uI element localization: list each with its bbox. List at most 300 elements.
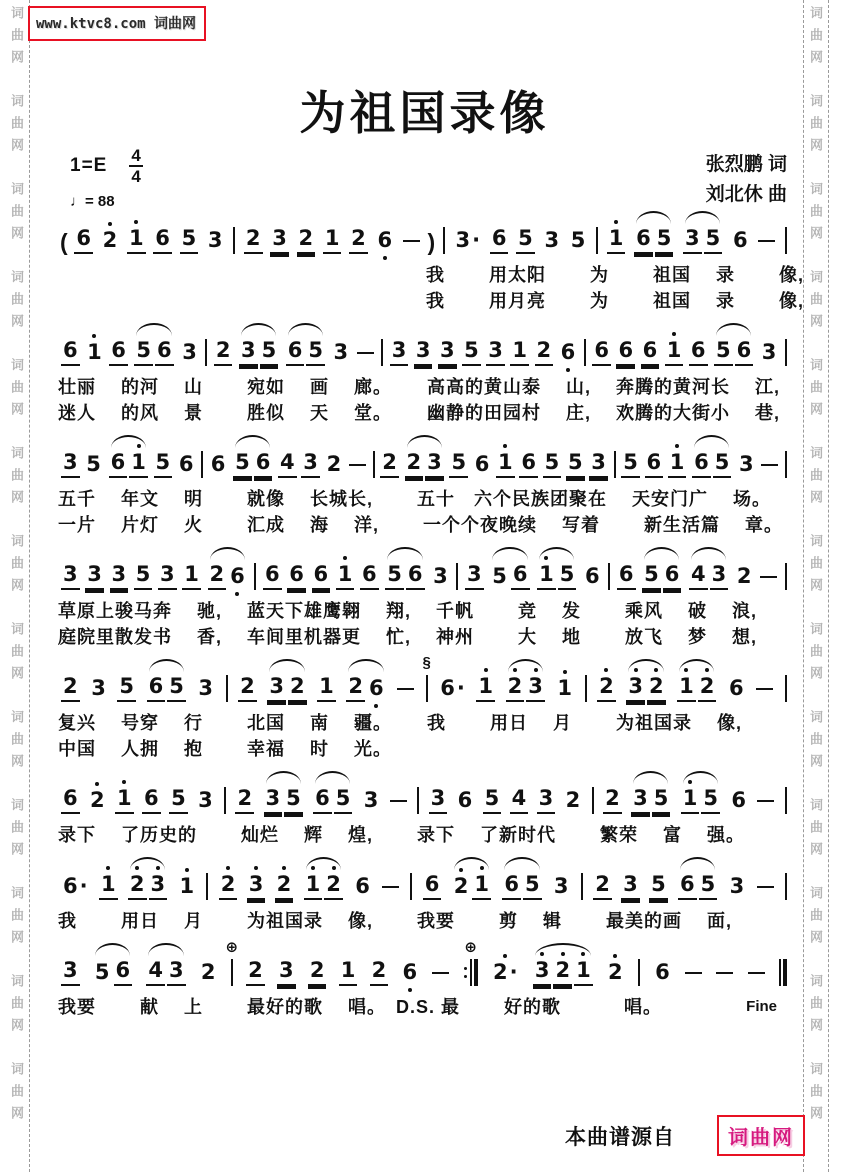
dot [540, 952, 544, 956]
note-digit-row [325, 452, 344, 478]
octave-dot-above [688, 778, 692, 786]
notes-row [58, 440, 791, 486]
note-digit-row [277, 958, 296, 986]
note [647, 666, 666, 710]
augmentation-dot: · [509, 959, 518, 984]
note-digit-row [603, 786, 622, 814]
octave-dot-above [503, 952, 507, 960]
note [564, 780, 583, 822]
note-digit: 5 [135, 561, 151, 586]
note [109, 330, 128, 374]
note [346, 666, 365, 710]
note-digit-row [490, 226, 509, 254]
note-digit-row [555, 676, 574, 702]
note-digit-row [324, 872, 343, 900]
site-watermark-text: www.ktvc8.com 词曲网 [36, 16, 197, 32]
note [61, 442, 80, 486]
dot [383, 256, 387, 260]
duration-dash [716, 972, 733, 974]
dot [282, 866, 286, 870]
note-digit: 3 [433, 563, 448, 588]
note-digit-row [589, 450, 608, 478]
note-digit: 4 [280, 449, 295, 474]
dot [185, 868, 189, 872]
dot [705, 668, 709, 672]
note-digit: 6 [355, 873, 370, 898]
repeat-glyph [464, 959, 478, 986]
note-digit-row [621, 450, 640, 478]
barline-glyph [785, 563, 787, 590]
note [649, 864, 668, 908]
dot [311, 866, 315, 870]
slur-group [262, 778, 305, 822]
note [153, 218, 172, 262]
key-signature-row [70, 147, 791, 191]
note [621, 442, 640, 486]
notes-row [58, 938, 791, 994]
note-digit: 3 [538, 785, 554, 810]
note [683, 218, 702, 262]
note-digit: 3 [467, 561, 482, 586]
note [61, 778, 80, 822]
slur-group [687, 554, 730, 598]
barline [592, 787, 594, 814]
note-digit-row [510, 786, 529, 814]
note [689, 554, 708, 598]
note-digit: 6 [111, 337, 126, 362]
note [149, 864, 168, 908]
note-digit: 6 [732, 227, 748, 252]
note [735, 556, 754, 598]
note-digit: 3 [761, 339, 777, 364]
note-digit-row [375, 228, 394, 254]
note [593, 864, 612, 908]
note-digit: 1 [512, 337, 528, 362]
note [452, 866, 471, 908]
note [313, 778, 332, 822]
lyric-line-1: 录下 了历史的 灿烂 辉 煌, 录下 了新时代 繁荣 富 强。 [58, 824, 746, 845]
barline [785, 787, 787, 814]
note-digit: 6 [680, 871, 695, 896]
note [88, 780, 107, 822]
note-digit-row [206, 228, 225, 254]
note-digit: 3 [729, 873, 745, 898]
note-digit-row [526, 674, 545, 702]
note-digit-row [270, 226, 289, 254]
note-digit: 5 [155, 449, 171, 474]
slur-group [231, 442, 274, 486]
octave-dot-above [282, 864, 286, 872]
note-digit: 2 [289, 673, 305, 698]
note-digit-row [244, 226, 263, 254]
note-digit-row [288, 674, 307, 702]
note-digit-row [74, 226, 93, 254]
octave-dot-above [122, 778, 126, 786]
note-digit-row [454, 228, 483, 254]
sheet-page [58, 0, 805, 1020]
slur-group [237, 330, 280, 374]
note-digit: 6 [265, 561, 280, 586]
note-digit: 5 [653, 785, 669, 810]
note [476, 666, 495, 710]
note-digit: 6 [230, 563, 245, 588]
note-digit-row [167, 958, 186, 986]
note [208, 554, 227, 598]
duration-dash [390, 800, 407, 802]
note-digit-row [429, 786, 448, 814]
barline-glyph [581, 873, 583, 900]
note-digit: 6 [315, 785, 330, 810]
octave-dot-above [604, 666, 608, 674]
note-digit-row [621, 872, 640, 900]
note-digit-row [199, 960, 218, 986]
note-digit-row [385, 562, 404, 590]
note [275, 864, 294, 908]
note-digit: 2 [607, 959, 623, 984]
octave-dot-above [513, 666, 517, 674]
note [196, 780, 215, 822]
final-barline [779, 959, 787, 986]
barline [226, 675, 228, 702]
note-digit: 4 [148, 957, 164, 982]
note-digit-row [308, 958, 327, 986]
barline-glyph [638, 959, 640, 986]
note [566, 442, 585, 486]
note [99, 864, 118, 908]
note-digit: 3 [553, 873, 569, 898]
note [543, 442, 562, 486]
note-digit-row [180, 340, 199, 366]
note [142, 778, 161, 822]
octave-dot-below [235, 590, 239, 598]
note-digit: 3 [685, 225, 700, 250]
note-digit-row [523, 872, 542, 900]
note-digit: 5 [700, 871, 716, 896]
note-digit: 6 [63, 337, 78, 362]
note-digit-row [737, 452, 756, 478]
note-digit: 3 [628, 673, 643, 698]
note-digit: 3 [633, 785, 648, 810]
note [727, 668, 746, 710]
note-digit-row [84, 452, 103, 478]
note-digit: 5 [181, 225, 197, 250]
note [574, 950, 593, 994]
note [286, 330, 305, 374]
note-digit-row [85, 340, 104, 366]
note [653, 952, 672, 994]
lyric-line-1: 我要 献 上 最好的歌 唱。 D.S. 最 好的歌 唱。 Fine [58, 994, 791, 1020]
note-digit: 6 [407, 561, 423, 586]
dot [581, 952, 585, 956]
note-digit-row [264, 786, 283, 814]
note [278, 442, 297, 486]
note-digit: 2 [90, 787, 105, 812]
note-digit: 1 [478, 673, 494, 698]
note [284, 778, 303, 822]
note-digit-row [208, 562, 227, 590]
note [429, 778, 448, 822]
octave-dot-below [374, 702, 378, 710]
note-digit: 6 [512, 561, 528, 586]
notes-row [58, 862, 791, 908]
lyric-line-1: 复兴 号穿 行 北国 南 疆。 我 用日 月 为祖国录 像, [58, 712, 743, 733]
system-2 [58, 328, 791, 426]
note-digit-row [655, 226, 674, 254]
composer-credit: 刘北休 曲 [705, 184, 787, 205]
note-digit-row [542, 228, 561, 254]
tempo-marking: ♩= 88 [70, 192, 115, 210]
note [147, 666, 166, 710]
dot [343, 556, 347, 560]
slur-group [632, 218, 675, 262]
credits [706, 150, 787, 210]
note-digit: 2 [453, 873, 469, 898]
note [526, 666, 545, 710]
note-digit-row [196, 676, 215, 702]
barline-glyph [608, 563, 610, 590]
dot [226, 866, 230, 870]
note-digit-row [247, 872, 266, 900]
note-digit: 6 [504, 871, 519, 896]
note [710, 554, 729, 598]
note-digit: 3 [363, 787, 379, 812]
note-digit-row [438, 338, 457, 366]
note-digit: 3 [207, 227, 223, 252]
note-digit-row [209, 452, 228, 478]
note [228, 556, 247, 598]
coda-icon: ⊕ [225, 938, 239, 956]
dot [561, 952, 565, 956]
note-digit: 6 [157, 337, 172, 362]
note-digit-row [414, 338, 433, 366]
time-signature-top: 4 [129, 147, 142, 168]
barline-glyph [417, 787, 419, 814]
note-digit: 6 [178, 451, 194, 476]
note [510, 778, 529, 822]
note-digit: 6 [618, 561, 634, 586]
note [134, 554, 153, 598]
note [110, 554, 129, 598]
note [616, 330, 635, 374]
note [370, 950, 389, 994]
barline [785, 563, 787, 590]
note [264, 778, 283, 822]
note [553, 950, 572, 994]
note [472, 864, 491, 908]
note-digit: 5 [484, 785, 500, 810]
note-digit: 2 [326, 451, 342, 476]
note-digit-row [117, 674, 136, 702]
octave-dot-above [137, 442, 141, 450]
note-digit-row [233, 450, 252, 478]
barline-glyph [254, 563, 256, 590]
coda-icon: ⊕ [464, 938, 477, 956]
slur-group [311, 778, 354, 822]
note-digit: 1 [666, 337, 682, 362]
slur-group [132, 330, 175, 374]
dot [254, 866, 258, 870]
note [483, 778, 502, 822]
note [425, 442, 444, 486]
note-digit-row [304, 872, 323, 900]
note-digit: 3 [415, 337, 431, 362]
note-digit-row [626, 674, 645, 702]
slur-group [107, 442, 150, 486]
note-digit-row [462, 338, 481, 366]
note [423, 864, 442, 908]
note-digit-row [61, 958, 80, 986]
note-digit-row [360, 562, 379, 590]
barline-glyph [596, 227, 598, 254]
note-digit-row [149, 872, 168, 900]
barline [785, 451, 787, 478]
octave-dot-above [226, 864, 230, 872]
note-digit: 5 [119, 673, 134, 698]
note [729, 780, 748, 822]
note-digit: 5 [716, 337, 731, 362]
note-digit-row [155, 338, 174, 366]
note-digit-row [698, 674, 717, 702]
note-digit: 3 [240, 337, 256, 362]
slur-group [535, 554, 578, 598]
barline-glyph [443, 227, 445, 254]
note-digit: 3 [430, 785, 446, 810]
octave-dot-above [503, 442, 507, 450]
note [502, 864, 521, 908]
slur-group [504, 666, 547, 710]
note [214, 330, 233, 374]
note-digit-row [239, 338, 258, 366]
note-digit: 6 [144, 785, 159, 810]
barline-glyph [224, 787, 226, 814]
barline [381, 339, 383, 366]
note-digit-row [423, 872, 442, 900]
note-digit-row [128, 872, 147, 900]
notes-row [58, 776, 791, 822]
note-digit-row [574, 958, 593, 986]
note-digit-row [537, 786, 556, 814]
note-digit-row [349, 226, 368, 254]
note-digit-row [182, 562, 201, 590]
barline [456, 563, 458, 590]
note-digit: 5 [714, 449, 730, 474]
barline [410, 873, 412, 900]
note-digit: 5 [235, 449, 250, 474]
barline-glyph [206, 873, 208, 900]
time-signature-bottom: 4 [131, 167, 141, 187]
octave-dot-above [254, 864, 258, 872]
note-digit: 2 [536, 337, 552, 362]
augmentation-dot: · [456, 675, 465, 700]
note [621, 864, 640, 908]
note [85, 332, 104, 374]
octave-dot-above [332, 864, 336, 872]
barline-glyph [474, 959, 478, 986]
note-digit: 6 [655, 959, 670, 984]
note-digit-row [491, 960, 520, 986]
segno-icon: § [422, 653, 431, 671]
note-digit: 5 [705, 225, 721, 250]
note-digit-row [332, 340, 351, 366]
barline [584, 339, 586, 366]
note [180, 218, 199, 262]
note-digit-row [153, 226, 172, 254]
barline [233, 227, 235, 254]
note [583, 556, 602, 598]
note-digit: 6 [731, 787, 746, 812]
note-digit: 5 [567, 449, 583, 474]
note-digit: 2 [102, 227, 118, 252]
notes-row [58, 328, 791, 374]
note-digit: 6 [636, 225, 651, 250]
note [127, 218, 146, 262]
slur-group [712, 330, 755, 374]
octave-dot-above [675, 442, 679, 450]
octave-dot-above [614, 218, 618, 226]
barline [596, 227, 598, 254]
note-digit: 6 [368, 675, 384, 700]
note-digit-row [167, 674, 186, 702]
dot [654, 668, 658, 672]
note-digit: 5 [656, 225, 672, 250]
slur-group [488, 554, 531, 598]
lyricist-credit: 张烈鹏 词 [705, 154, 787, 175]
note-digit: 2 [220, 871, 236, 896]
note-digit: 6 [457, 787, 473, 812]
slur-group [681, 218, 724, 262]
note-digit-row [543, 450, 562, 478]
note-digit: 2 [699, 673, 715, 698]
octave-dot-above [544, 554, 548, 562]
octave-dot-above [156, 864, 160, 872]
note-digit: 5 [171, 785, 186, 810]
slur-group [126, 864, 169, 908]
note [287, 554, 306, 598]
note-digit: 3 [63, 449, 78, 474]
note-digit-row [616, 338, 635, 366]
note [385, 554, 404, 598]
note [699, 864, 718, 908]
note [332, 332, 351, 374]
repeat-dots [464, 967, 467, 978]
note-digit-row [731, 228, 750, 254]
octave-dot-above [613, 952, 617, 960]
note-digit-row [681, 786, 700, 814]
note-digit-row [476, 674, 495, 702]
system-5 [58, 653, 791, 762]
dot [688, 780, 692, 784]
slur-group [500, 864, 543, 908]
augmentation-dot: · [79, 873, 88, 898]
slur-group [206, 554, 249, 598]
note [85, 554, 104, 598]
barline [785, 675, 787, 702]
barline-glyph [426, 675, 428, 702]
note-digit: 2 [276, 871, 292, 896]
note-digit-row [735, 564, 754, 590]
note-digit: 5 [524, 871, 540, 896]
note-digit: 6 [664, 561, 680, 586]
note-digit: 3 [198, 787, 213, 812]
note [737, 444, 756, 486]
note-digit-row [431, 564, 450, 590]
dot [604, 668, 608, 672]
note [180, 332, 199, 374]
note-digit: 2 [309, 957, 325, 982]
note [109, 442, 128, 486]
note-digit: 3 [455, 227, 471, 252]
note-digit: 1 [557, 675, 573, 700]
